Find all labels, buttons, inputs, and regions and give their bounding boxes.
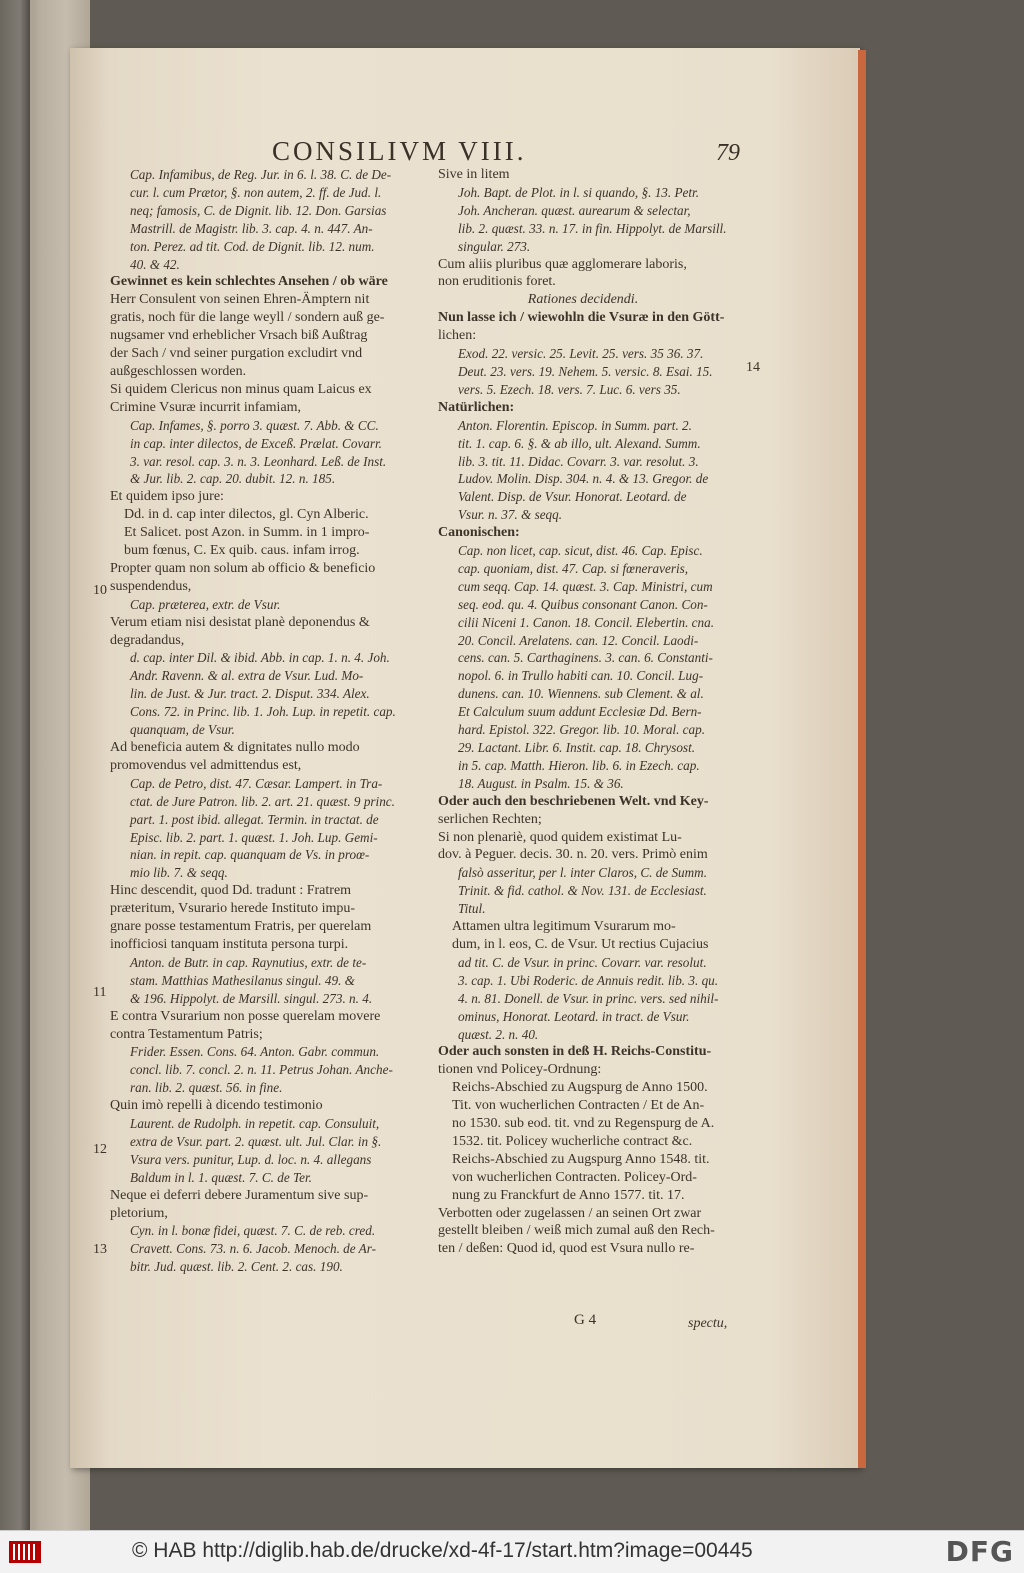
signature-mark: G 4: [574, 1312, 597, 1328]
left-column-line: Baldum in l. 1. quæst. 7. C. de Ter.: [130, 1169, 312, 1185]
left-column-line: Mastrill. de Magistr. lib. 3. cap. 4. n. 447. An-: [130, 220, 373, 236]
right-column-line: nopol. 6. in Trullo habiti can. 10. Concil. Lug-: [458, 668, 704, 684]
left-column-line: Ad beneficia autem & dignitates nullo modo: [110, 740, 360, 755]
right-column-line: 18. August. in Psalm. 15. & 36.: [458, 775, 624, 791]
dfg-logo: DFG: [945, 1535, 1014, 1568]
left-column-line: quanquam, de Vsur.: [130, 722, 235, 738]
left-column-line: außgeschlossen worden.: [110, 363, 247, 379]
left-column-line: suspendendus,: [110, 578, 192, 594]
left-column-line: Anton. de Butr. in cap. Raynutius, extr. de te-: [130, 954, 367, 970]
right-column-line: Oder auch sonsten in deß H. Reichs-Constitu-: [438, 1044, 712, 1060]
right-column-line: quæst. 2. n. 40.: [458, 1026, 539, 1042]
right-column-line: falsò asseritur, per l. inter Claros, C. de Summ.: [458, 865, 707, 881]
right-column-line: Anton. Florentin. Episcop. in Summ. part. 2.: [458, 417, 692, 433]
left-column-line: gratis, noch für die lange weyll / sondern auß ge-: [110, 310, 385, 326]
left-column-line: Neque ei deferri debere Juramentum sive sup-: [110, 1187, 369, 1203]
catchword: spectu,: [688, 1316, 728, 1331]
right-column-line: dov. à Peguer. decis. 30. n. 20. vers. Primò enim: [438, 847, 708, 863]
footer-bar: [0, 1530, 1024, 1573]
left-column-line: promovendus vel admittendus est,: [110, 757, 302, 773]
right-column-line: cilii Niceni 1. Canon. 18. Concil. Elebertin. cna.: [458, 614, 715, 630]
right-column-line: Verbotten oder zugelassen / an seinen Ort zwar: [438, 1205, 702, 1221]
right-column-line: Ludov. Molin. Disp. 304. n. 4. & 13. Gregor. de: [458, 471, 709, 487]
footer-copyright-link[interactable]: © HAB http://diglib.hab.de/drucke/xd-4f-17/start.htm?image=00445: [132, 1539, 753, 1562]
right-column-line: ten / deßen: Quod id, quod est Vsura nullo re-: [438, 1241, 695, 1257]
right-column-line: von wucherlichen Contracten. Policey-Ord-: [452, 1169, 697, 1185]
left-column-line: ran. lib. 2. quæst. 56. in fine.: [130, 1080, 283, 1096]
right-column-line: tionen vnd Policey-Ordnung:: [438, 1062, 602, 1078]
right-column-line: Vsur. n. 37. & seqq.: [458, 507, 563, 523]
right-column-line: Reichs-Abschied zu Augspurg Anno 1548. tit.: [452, 1151, 710, 1167]
right-column-line: Attamen ultra legitimum Vsurarum mo-: [452, 919, 676, 935]
right-column-line: non eruditionis foret.: [438, 274, 556, 290]
right-column-line: Tit. von wucherlichen Contracten / Et de An-: [452, 1098, 705, 1114]
page-number: 79: [716, 140, 740, 166]
margin-number-14: 14: [746, 360, 760, 375]
left-column-line: Si quidem Clericus non minus quam Laicus ex: [110, 381, 372, 397]
right-column-line: Si non plenariè, quod quidem existimat Lu-: [438, 829, 682, 845]
left-column-line: mio lib. 7. & seqq.: [130, 865, 228, 881]
right-column-line: 4. n. 81. Donell. de Vsur. in princ. vers. sed nihil-: [458, 990, 719, 1006]
right-column-line: Sive in litem: [438, 167, 510, 182]
left-column-line: præteritum, Vsurario herede Instituto impu-: [110, 901, 356, 917]
left-column-line: contra Testamentum Patris;: [110, 1026, 263, 1042]
left-column-line: inofficiosi tanquam instituta persona turpi.: [110, 936, 349, 952]
margin-number-10: 10: [93, 583, 107, 598]
left-column-line: Andr. Ravenn. & al. extra de Vsur. Lud. Mo-: [130, 668, 364, 684]
left-column-line: lin. de Just. & Jur. tract. 2. Disput. 334. Alex.: [130, 686, 370, 702]
right-column-line: seq. eod. qu. 4. Quibus consonant Canon. Con-: [458, 596, 708, 612]
left-column-line: Dd. in d. cap inter dilectos, gl. Cyn Alberic.: [124, 507, 369, 523]
right-column-line: 1532. tit. Policey wucherliche contract &c.: [452, 1133, 693, 1149]
left-column-line: & Jur. lib. 2. cap. 20. dubit. 12. n. 185.: [130, 471, 336, 487]
right-column-line: 29. Lactant. Libr. 6. Instit. cap. 18. Chrysost.: [458, 740, 696, 755]
right-column-line: Canonischen:: [438, 525, 520, 541]
right-column-line: Reichs-Abschied zu Augspurg de Anno 1500.: [452, 1080, 708, 1096]
left-column-line: neq; famosis, C. de Dignit. lib. 12. Don. Garsias: [130, 202, 387, 218]
right-column-line: nung zu Franckfurt de Anno 1577. tit. 17.: [452, 1187, 685, 1203]
margin-number-13: 13: [93, 1242, 107, 1257]
left-column-line: Propter quam non solum ab officio & beneficio: [110, 560, 376, 576]
right-column-line: lib. 3. tit. 11. Didac. Covarr. 3. var. resolut. 3.: [458, 453, 699, 469]
left-column-line: concl. lib. 7. concl. 2. n. 11. Petrus Johan. Anche-: [130, 1062, 393, 1078]
left-column-line: Et Salicet. post Azon. in Summ. in 1 impro-: [124, 525, 370, 541]
left-column-line: Herr Consulent von seinen Ehren-Ämptern nit: [110, 292, 370, 308]
right-column-line: Deut. 23. vers. 19. Nehem. 5. versic. 8. Esai. 15.: [458, 363, 713, 379]
left-column-line: Frider. Essen. Cons. 64. Anton. Gabr. commun.: [130, 1044, 380, 1060]
left-column-line: bum fœnus, C. Ex quib. caus. infam irrog.: [124, 543, 360, 559]
right-column-line: cap. quoniam, dist. 47. Cap. si fœneraveris,: [458, 560, 689, 576]
right-column-line: ominus, Honorat. Leotard. in tract. de Vsur.: [458, 1008, 690, 1024]
right-column-line: Et Calculum suum addunt Ecclesiæ Dd. Bern-: [458, 704, 702, 720]
left-column-line: Episc. lib. 2. part. 1. quæst. 1. Joh. Lup. Gemi-: [130, 829, 378, 845]
left-column-line: Quin imò repelli à dicendo testimonio: [110, 1098, 323, 1114]
right-column-line: Natürlichen:: [438, 399, 515, 415]
left-column-line: Hinc descendit, quod Dd. tradunt : Fratrem: [110, 883, 352, 899]
left-column-line: ton. Perez. ad tit. Cod. de Dignit. lib. 12. num.: [130, 238, 375, 254]
right-column-line: Cum aliis pluribus quæ agglomerare laboris,: [438, 256, 687, 272]
right-column-line: Titul.: [458, 901, 486, 917]
right-column-line: Valent. Disp. de Vsur. Honorat. Leotard. de: [458, 489, 687, 505]
left-column-line: gnare posse testamentum Fratris, per querelam: [110, 919, 372, 935]
right-column-line: no 1530. sub eod. tit. vnd zu Regenspurg de A.: [452, 1116, 715, 1132]
right-column-line: gestellt bleiben / weiß mich zumal auß den Rech-: [438, 1223, 715, 1239]
right-column-line: singular. 273.: [458, 238, 531, 254]
left-column-line: d. cap. inter Dil. & ibid. Abb. in cap. 1. n. 4. Joh.: [130, 650, 390, 666]
left-column-line: Verum etiam nisi desistat planè deponendus &: [110, 614, 370, 630]
left-column-line: nugsamer vnd erheblicher Vrsach biß Außtrag: [110, 328, 368, 344]
right-column-line: serlichen Rechten;: [438, 811, 542, 827]
right-column-line: cum seqq. Cap. 14. quæst. 3. Cap. Ministri, cum: [458, 578, 713, 594]
right-column-line: Exod. 22. versic. 25. Levit. 25. vers. 35 36. 37.: [458, 346, 704, 362]
left-column-line: 3. var. resol. cap. 3. n. 3. Leonhard. Leß. de Inst.: [130, 453, 387, 469]
left-column-line: Cap. præterea, extr. de Vsur.: [130, 596, 281, 612]
left-column-line: Et quidem ipso jure:: [110, 489, 224, 505]
left-column-line: degradandus,: [110, 632, 185, 648]
right-column-line: tit. 1. cap. 6. §. & ab illo, ult. Alexand. Summ.: [458, 435, 701, 451]
right-column-line: Cap. non licet, cap. sicut, dist. 46. Cap. Episc.: [458, 543, 703, 559]
left-column-line: extra de Vsur. part. 2. quæst. ult. Jul. Clar. in §.: [130, 1133, 382, 1149]
right-column-line: 20. Concil. Arelatens. can. 12. Concil. Laodi-: [458, 632, 699, 648]
left-column-line: Gewinnet es kein schlechtes Ansehen / ob wäre: [110, 274, 388, 290]
left-column-line: Crimine Vsuræ incurrit infamiam,: [110, 399, 302, 415]
page-header-title: CONSILIVM VIII.: [272, 136, 527, 166]
left-column-line: der Sach / vnd seiner purgation excludirt vnd: [110, 346, 363, 362]
left-column-line: bitr. Jud. quæst. lib. 2. Cent. 2. cas. 190.: [130, 1259, 343, 1275]
left-column-line: ctat. de Jure Patron. lib. 2. art. 21. quæst. 9 princ.: [130, 793, 395, 809]
margin-number-12: 12: [93, 1142, 107, 1157]
right-column-line: 3. cap. 1. Ubi Roderic. de Annuis redit. lib. 3. qu.: [458, 972, 719, 988]
left-column-line: Cap. de Petro, dist. 47. Cæsar. Lampert. in Tra-: [130, 775, 383, 791]
left-column-line: Cons. 72. in Princ. lib. 1. Joh. Lup. in repetit. cap.: [130, 704, 396, 720]
left-column-line: & 196. Hippolyt. de Marsill. singul. 273. n. 4.: [130, 990, 373, 1006]
left-column-line: stam. Matthias Mathesilanus singul. 49. &: [130, 972, 355, 988]
left-column-line: pletorium,: [110, 1205, 168, 1221]
left-column-line: Vsura vers. punitur, Lup. d. loc. n. 4. allegans: [130, 1151, 372, 1167]
left-column-line: part. 1. post ibid. allegat. Termin. in tractat. de: [130, 811, 379, 827]
right-column-line: vers. 5. Ezech. 18. vers. 7. Luc. 6. vers 35.: [458, 381, 681, 397]
right-column-line: lichen:: [438, 328, 477, 344]
left-text-column: [110, 166, 432, 1276]
left-column-line: E contra Vsurarium non posse querelam movere: [110, 1008, 381, 1024]
right-column-line: dum, in l. eos, C. de Vsur. Ut rectius Cujacius: [452, 936, 709, 952]
left-column-line: nian. in repit. cap. quanquam de Vs. in proœ-: [130, 847, 370, 863]
left-column-line: 40. & 42.: [130, 256, 180, 272]
margin-number-11: 11: [93, 985, 107, 1000]
right-text-column: [438, 166, 768, 1258]
left-column-line: Cravett. Cons. 73. n. 6. Jacob. Menoch. de Ar-: [130, 1241, 376, 1257]
right-column-line: cens. can. 5. Carthaginens. 3. can. 6. Constanti-: [458, 650, 713, 666]
left-column-line: Cap. Infamibus, de Reg. Jur. in 6. l. 38. C. de De-: [130, 167, 392, 182]
right-column-line: Joh. Bapt. de Plot. in l. si quando, §. 13. Petr.: [458, 184, 700, 200]
left-column-line: Cyn. in l. bonæ fidei, quæst. 7. C. de reb. cred.: [130, 1223, 376, 1239]
right-column-line: lib. 2. quæst. 33. n. 17. in fin. Hippolyt. de Marsill.: [458, 220, 727, 236]
left-column-line: Cap. Infames, §. porro 3. quæst. 7. Abb. & CC.: [130, 417, 379, 433]
left-column-line: Laurent. de Rudolph. in repetit. cap. Consuluit,: [130, 1116, 380, 1132]
right-column-line: in 5. cap. Matth. Hieron. lib. 6. in Ezech. cap.: [458, 757, 700, 773]
right-column-line: Nun lasse ich / wiewohln die Vsuræ in den Gött-: [438, 310, 725, 326]
page-red-edge: [858, 50, 866, 1468]
right-column-line: Joh. Ancheran. quæst. aurearum & selectar,: [458, 202, 691, 218]
hab-logo-icon: [8, 1539, 42, 1565]
right-column-line: Oder auch den beschriebenen Welt. vnd Key-: [438, 793, 709, 809]
right-column-line: hard. Epistol. 322. Gregor. lib. 10. Moral. cap.: [458, 722, 706, 738]
right-column-line: dunens. can. 10. Wiennens. sub Clement. & al.: [458, 686, 704, 702]
right-column-line: ad tit. C. de Vsur. in princ. Covarr. var. resolut.: [458, 954, 707, 970]
right-column-line: Trinit. & fid. cathol. & Nov. 131. de Ecclesiast.: [458, 883, 707, 899]
right-column-line: Rationes decidendi.: [527, 292, 639, 308]
left-column-line: cur. l. cum Prætor, §. non autem, 2. ff. de Jud. l.: [130, 184, 382, 200]
left-column-line: in cap. inter dilectos, de Exceß. Prælat. Covarr.: [130, 435, 382, 451]
